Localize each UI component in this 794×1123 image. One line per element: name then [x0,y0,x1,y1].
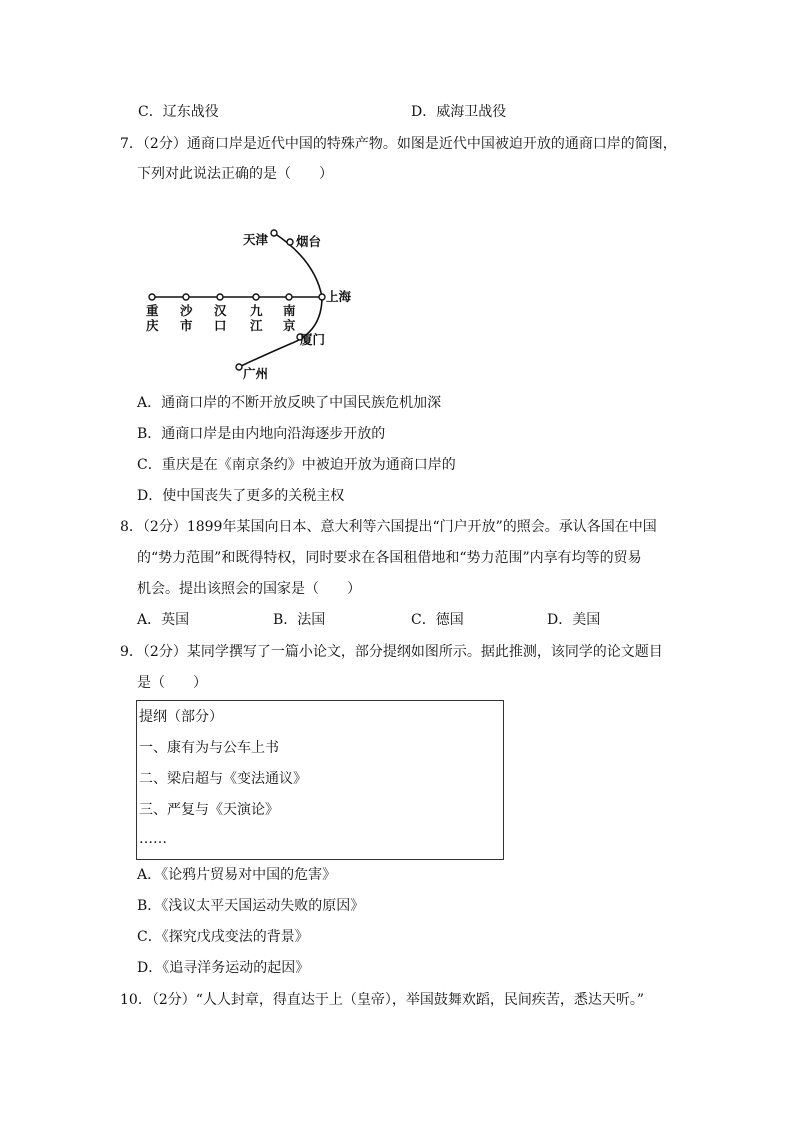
q8-option-a: A．英国 [137,612,190,628]
q7-option-d: D．使中国丧失了更多的关税主权 [137,488,345,504]
label-jiujiang-2: 江 [250,318,263,333]
label-yantai: 烟台 [296,234,322,249]
label-hankou-2: 口 [214,318,227,333]
q8-option-d: D．美国 [547,612,601,628]
q6-option-d: D．威海卫战役 [411,104,507,120]
q7-option-c: C．重庆是在《南京条约》中被迫开放为通商口岸的 [137,457,456,473]
treaty-ports-map [140,222,370,382]
q9-option-c: C．《探究戊戌变法的背景》 [137,929,309,945]
q9-option-b: B．《浅议太平天国运动失败的原因》 [137,898,365,914]
label-nanjing-2: 京 [283,318,296,333]
dot-hankou [217,294,223,300]
q7-stem-line1: 7．（2分）通商口岸是近代中国的特殊产物。如图是近代中国被迫开放的通商口岸的简图， [120,136,677,152]
dot-jiujiang [253,294,259,300]
label-hankou-1: 汉 [214,303,227,318]
label-jiujiang-1: 九 [250,303,263,318]
q7-stem-line2: 下列对此说法正确的是（ ） [137,166,333,182]
dot-shanghai [319,294,325,300]
label-chongqing-1: 重 [146,303,159,318]
outline-item-3: 三、严复与《天演论》 [139,802,279,818]
q6-option-c: C．辽东战役 [138,104,219,120]
label-shashi-1: 沙 [180,303,193,318]
label-shanghai: 上海 [326,289,352,304]
dot-nanjing [286,294,292,300]
label-guangzhou: 广州 [243,366,269,381]
label-nanjing-1: 南 [283,303,296,318]
dot-tianjin [271,230,277,236]
dot-shashi [183,294,189,300]
q9-stem-line1: 9．（2分）某同学撰写了一篇小论文，部分提纲如图所示。据此推测，该同学的论文题目 [120,644,663,660]
outline-box [136,700,504,860]
q7-option-a: A．通商口岸的不断开放反映了中国民族危机加深 [137,395,442,411]
q8-stem-line3: 机会。提出该照会的国家是（ ） [137,581,361,597]
q8-stem-line1: 8．（2分）1899年某国向日本、意大利等六国提出“门户开放”的照会。承认各国在中国 [120,519,657,535]
q9-stem-line2: 是（ ） [137,675,207,691]
dot-chongqing [149,294,155,300]
outline-ellipsis: …… [139,831,167,847]
outline-item-1: 一、康有为与公车上书 [139,740,279,756]
q8-stem-line2: 的“势力范围”和既得特权，同时要求在各国租借地和“势力范围”内享有均等的贸易 [137,550,642,566]
q10-stem-line1: 10．（2分）“人人封章，得直达于上（皇帝），举国鼓舞欢蹈，民间疾苦，悉达天听。” [120,992,645,1008]
outline-title: 提纲（部分） [139,709,223,725]
outline-item-2: 二、梁启超与《变法通议》 [139,771,307,787]
q9-option-d: D．《追寻洋务运动的起因》 [137,960,310,976]
label-shashi-2: 市 [180,318,193,333]
label-tianjin: 天津 [243,232,269,247]
dot-guangzhou [236,364,242,370]
q8-option-b: B．法国 [273,612,326,628]
q9-option-a: A．《论鸦片贸易对中国的危害》 [137,867,337,883]
q8-option-c: C．德国 [411,612,464,628]
label-xiamen: 厦门 [300,332,326,347]
q7-option-b: B．通商口岸是由内地向沿海逐步开放的 [137,426,386,442]
label-chongqing-2: 庆 [146,318,159,333]
dot-yantai [287,239,293,245]
